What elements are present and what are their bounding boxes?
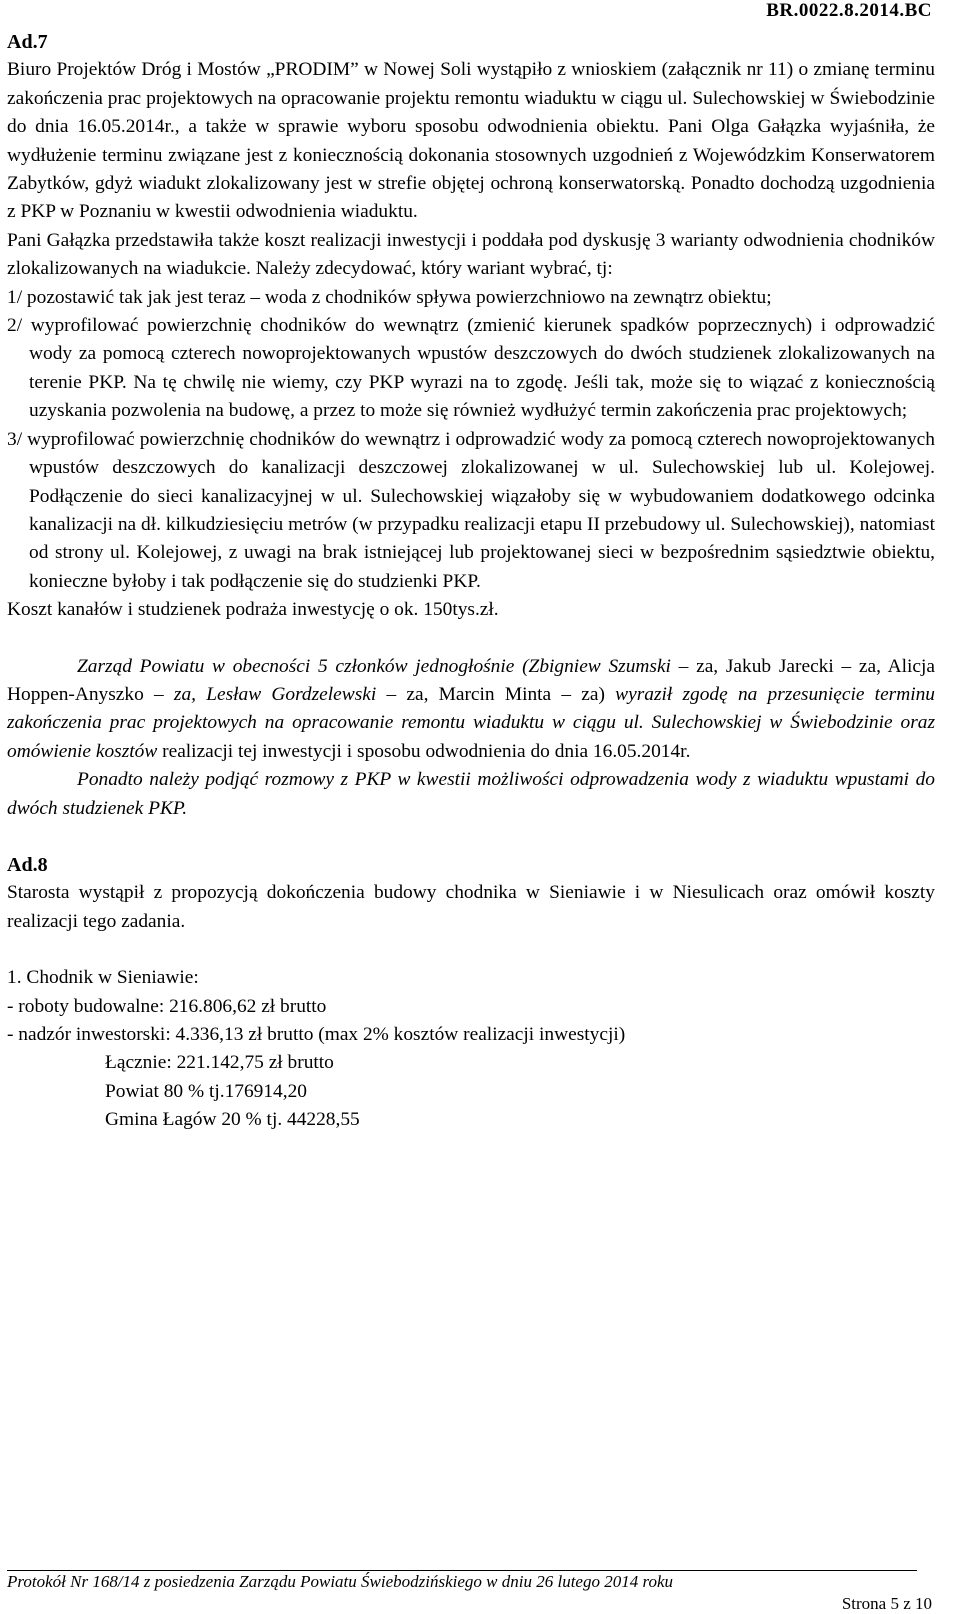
ad8-gmina: Gmina Łagów 20 % tj. 44228,55 [105,1109,360,1131]
ad8-lacznie: Łącznie: 221.142,75 zł brutto [105,1052,334,1074]
spacer [7,625,935,653]
ad8-roboty: - roboty budowalne: 216.806,62 zł brutto [7,995,327,1017]
decision-text-e: wyraził zgodę na przesunięcie terminu zakończenia prac projektowych na opracowanie remontu wiaduktu w ciągu ul. Sulechowskiej w Świebodzinie oraz omówienie kosztów [7,683,936,762]
decision-text-f: realizacji tej inwestycji i sposobu odwodnienia do dnia 16.05.2014r. [157,740,691,762]
ad7-decision-2: Ponadto należy podjąć rozmowy z PKP w kwestii możliwości odprowadzenia wody z wiaduktu wpustami do dwóch studzienek PKP. [7,769,935,819]
ad8-paragraph-1: Starosta wystąpił z propozycją dokończenia budowy chodnika w Sieniawie i w Niesulicach oraz omówił koszty realizacji tego zadania. [7,882,935,932]
decision-text-d: – za, Marcin Minta – za) [376,683,616,705]
ad7-decision [7,653,935,767]
decision-text-b: – za, Jakub Jarecki – za, Alicja Hoppen-Anyszko – [7,655,935,705]
spacer [7,823,935,851]
ad8-powiat: Powiat 80 % tj.176914,20 [105,1080,307,1102]
ad8-item-1: 1. Chodnik w Sieniawie: [7,967,199,989]
ad7-option-2: 2/ wyprofilować powierzchnię chodników do wewnątrz (zmienić kierunek spadków poprzecznych) i odprowadzić wody za pomocą czterech nowoprojektowanych wpustów deszczowych do dwóch studzienek zlokalizowanych na terenie PKP. Na tę chwilę nie wiemy, czy PKP wyrazi na to zgodę. Jeśli tak, może się to wiązać z koniecznością uzyskania pozwolenia na budowę, a przez to może się również wydłużyć termin zakończenia prac projektowych; [7,315,935,422]
page-number: Strona 5 z 10 [841,1594,932,1613]
document-body [7,28,935,1135]
footer-divider [7,1570,917,1571]
decision-text-c: za, Lesław Gordzelewski [173,683,377,705]
ad7-option-1: 1/ pozostawić tak jak jest teraz – woda z chodników spływa powierzchniowo na zewnątrz obiektu; [7,286,772,308]
decision-text-a: Zarząd Powiatu w obecności 5 członków jednogłośnie (Zbigniew Szumski [77,655,671,677]
ad7-paragraph-1: Biuro Projektów Dróg i Mostów „PRODIM” w Nowej Soli wystąpiło z wnioskiem (załącznik nr 11) o zmianę terminu zakończenia prac projektowych na opracowanie projektu remontu wiaduktu w ciągu ul. Sulechowskiej w Świebodzinie do dnia 16.05.2014r., a także w sprawie wyboru sposobu odwodnienia obiektu. Pani Olga Gałązka wyjaśniła, że wydłużenie terminu związane jest z koniecznością dokonania stosownych uzgodnień z Wojewódzkim Konserwatorem Zabytków, gdyż wiadukt zlokalizowany jest w strefie objętej ochroną konserwatorską. Ponadto dochodzą uzgodnienia z PKP w Poznaniu w kwestii odwodnienia wiaduktu. [7,59,935,223]
ad7-cost-note: Koszt kanałów i studzienek podraża inwestycję o ok. 150tys.zł. [7,599,499,621]
section-heading-ad7: Ad.7 [7,31,48,53]
document-reference: BR.0022.8.2014.BC [766,0,932,21]
ad7-option-3: 3/ wyprofilować powierzchnię chodników do wewnątrz i odprowadzić wody za pomocą czterech nowoprojektowanych wpustów deszczowych do kanalizacji deszczowej zlokalizowanej w ul. Sulechowskiej lub ul. Kolejowej. Podłączenie do sieci kanalizacyjnej w ul. Sulechowskiej wiązałoby się w wybudowaniem dodatkowego odcinka kanalizacji na dł. kilkudziesięciu metrów (w przypadku realizacji etapu II przebudowy ul. Sulechowskiej), natomiast od strony ul. Kolejowej, z uwagi na brak istniejącej lub projektowanej sieci w bezpośrednim sąsiedztwie obiektu, konieczne byłoby i tak podłączenie się do studzienki PKP. [7,428,935,592]
footer-protocol: Protokół Nr 168/14 z posiedzenia Zarządu Powiatu Świebodzińskiego w dniu 26 lutego 2014 roku [7,1572,673,1591]
spacer [7,936,935,964]
section-heading-ad8: Ad.8 [7,853,48,876]
ad7-paragraph-2: Pani Gałązka przedstawiła także koszt realizacji inwestycji i poddała pod dyskusję 3 warianty odwodnienia chodników zlokalizowanych na wiadukcie. Należy zdecydować, który wariant wybrać, tj: [7,229,935,280]
ad8-nadzor: - nadzór inwestorski: 4.336,13 zł brutto (max 2% kosztów realizacji inwestycji) [7,1024,626,1045]
